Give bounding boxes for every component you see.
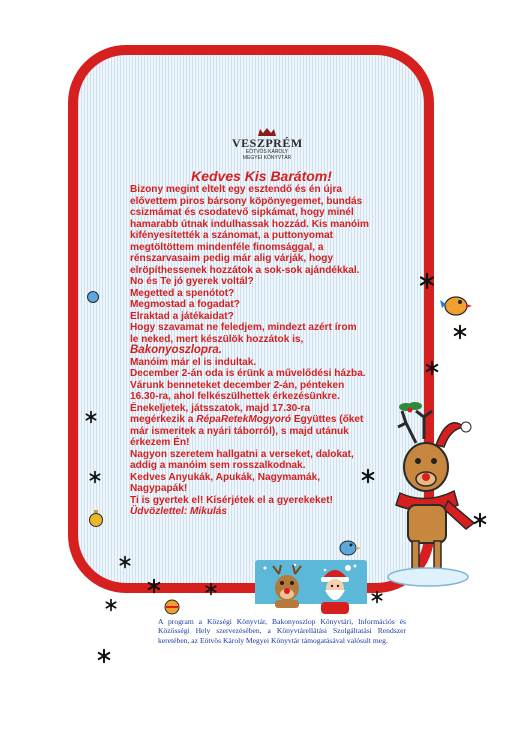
letter-line: megtöltöttem mindenféle finomsággal, a [130,241,324,253]
ornament-icon [88,510,104,528]
snowflake-icon [360,468,376,484]
snowflake-icon [370,590,384,604]
letter-line: Bizony megint eltelt egy esztendő és én újra [130,184,343,195]
letter-line: hamarabb útnak indulhassak hozzád. Kis manóim [130,218,369,230]
bird-icon [438,290,474,320]
signature: Üdvözlettel: Mikulás [130,506,228,517]
reindeer-illustration [378,405,488,590]
holly-icon [398,398,422,416]
snowflake-icon [146,578,162,594]
letter-line: rénszarvasaim pedig már alig várják, hogy [130,253,334,264]
snowflake-icon [424,360,440,376]
letter-line: Nagypapák! [130,483,188,494]
letter-body [130,184,392,518]
snowflake-icon [88,470,102,484]
letter-line: Hogy szavamat ne feledjem, mindezt azért írom [130,322,357,333]
letter-line: kifényesítették a szánomat, a puttonyomat [130,230,334,241]
letter-line: már ismeritek a nyári táborról), s majd utánuk [130,425,349,437]
band-line-after: Együttes (őket [291,414,364,425]
letter-line: elröpíthessenek hozzátok a sok-sok ajándékkal. [130,264,360,276]
letter-line: Manóim már el is indultak. [130,356,257,368]
band-line [130,414,392,426]
letter-line: Megmostad a fogadat? [130,299,240,310]
letter-line: elővettem piros bársony köpönyegemet, bundás [130,195,363,207]
letter-line: Elraktad a játékaidat? [130,310,234,322]
letter-line: December 2-án oda is érünk a művelődési házba. [130,368,366,379]
letter-line: csizmámat és csodatevő sipkámat, hogy minél [130,207,354,218]
letter-line: Kedves Anyukák, Apukák, Nagymamák, [130,471,320,483]
logo-subtitle-1: EÖTVÖS KÁROLY [245,149,289,155]
snowflake-icon [96,648,112,664]
snowflake-icon [104,598,118,612]
snowflake-icon [204,582,218,596]
letter-line: 16.30-ra, ahol felkészülhettek érkezésünkre. [130,391,340,402]
band-name: RépaRetekMogyoró [196,414,292,425]
reindeer-santa-picture [255,560,367,617]
band-line-before: megérkezik a [130,414,197,425]
letter-line: No és Te jó gyerek voltál? [130,276,254,287]
letter-line: Ti is gyertek el! Kísérjétek el a gyerekeket! [130,494,333,506]
letter-line: Nagyon szeretem hallgatni a verseket, dalokat, [130,448,354,460]
footer-note: A program a Községi Könyvtár, Bakonyoszlop Könyvtári, Információs és Közösségi Hely szervezésében, a Könyvtárellátási Szolgáltatási Rendszer keretében, az Eötvös Károly Megyei Könyvtár támogatásával valósult meg. [158,617,406,645]
ornament-icon [163,598,181,616]
ornament-icon [86,290,100,304]
bird-icon [336,535,362,559]
place-name: Bakonyoszlopra. [130,344,223,356]
snowflake-icon [452,324,468,340]
letter-line: Megetted a spenótot? [130,287,235,299]
snowflake-icon [418,272,436,290]
letter-title: Kedves Kis Barátom! [191,168,332,184]
logo-name: VESZPRÉM [232,136,303,150]
snowflake-icon [472,512,488,528]
letter-line: érkezem Én! [130,437,190,448]
letter-line: Énekeljetek, játsszatok, majd 17.30-ra [130,402,311,414]
logo-subtitle-2: MEGYEI KÖNYVTÁR [242,155,292,161]
letter-line: le neked, mert készülök hozzátok is, [130,333,304,345]
letter-line: Várunk benneteket december 2-án, pénteken [130,379,345,391]
letter-line: addig a manóim sem rosszalkodnak. [130,460,306,471]
snowflake-icon [118,555,132,569]
snowflake-icon [84,410,98,424]
